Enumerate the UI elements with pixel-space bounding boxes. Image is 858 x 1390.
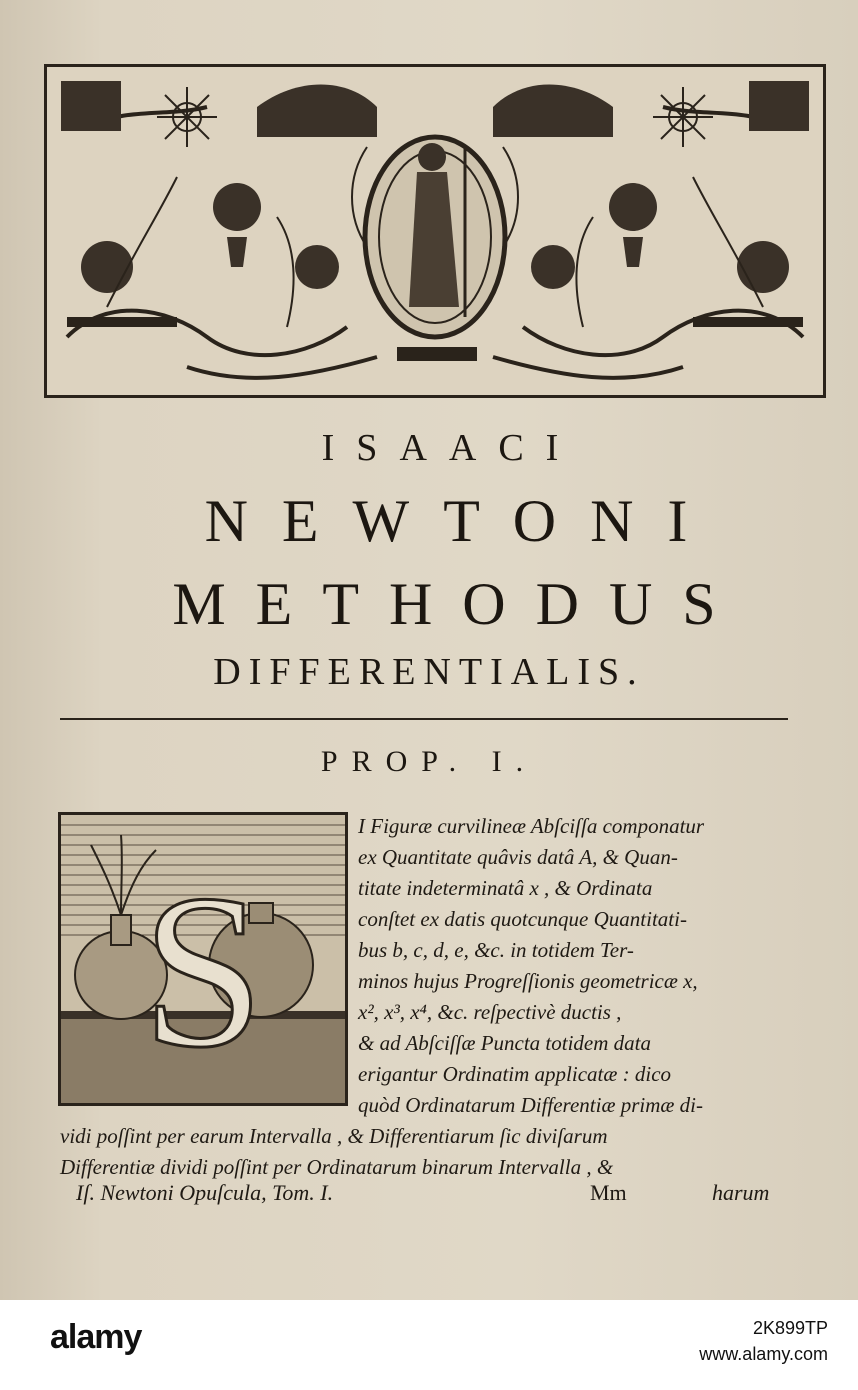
text-line-8: & ad Abſciſſæ Puncta totidem data: [358, 1031, 652, 1055]
title-differentialis: DIFFERENTIALIS.: [213, 651, 645, 693]
watermark-site: www.alamy.com: [699, 1344, 828, 1364]
text-line-9: erigantur Ordinatim applicatæ : dico: [358, 1062, 672, 1086]
title-isaaci: ISAACI: [321, 427, 581, 469]
footer-signature: Mm: [590, 1180, 627, 1205]
text-line-10: quòd Ordinatarum Differentiæ primæ di-: [358, 1093, 703, 1117]
footer-book-title: Iſ. Newtoni Opuſcula, Tom. I.: [76, 1180, 334, 1205]
text-line-2: ex Quantitate quâvis datâ A, & Quan-: [358, 845, 678, 869]
text-line-6: minos hujus Progreſſionis geometricæ x,: [358, 969, 698, 993]
text-line-3: titate indeterminatâ x , & Ordinata: [358, 876, 653, 900]
text-line-11: vidi poſſint per earum Intervalla , & Differentiarum ſic diviſarum: [60, 1124, 608, 1148]
watermark-image-id: 2K899TP: [752, 1318, 828, 1338]
text-line-4: conſtet ex datis quotcunque Quantitati-: [358, 907, 687, 931]
svg-text:S: S: [141, 849, 265, 1093]
title-rule: [60, 718, 788, 720]
proposition-heading: PROP. I.: [320, 745, 538, 778]
text-line-1: I Figuræ curvilineæ Abſciſſa componatur: [358, 814, 705, 838]
footer-catchword: harum: [712, 1180, 770, 1205]
text-line-5: bus b, c, d, e, &c. in totidem Ter-: [358, 938, 634, 962]
title-methodus: METHODUS: [172, 571, 746, 637]
watermark-logo: alamy: [50, 1318, 142, 1356]
decorated-initial-s: [58, 812, 348, 1106]
title-newtoni: NEWTONI: [204, 488, 722, 554]
text-line-7: x², x³, x⁴, &c. reſpectivè ductis ,: [358, 1000, 622, 1024]
text-line-12: Differentiæ dividi poſſint per Ordinatarum binarum Intervalla , &: [60, 1155, 614, 1179]
ornamental-headpiece: [44, 64, 826, 398]
